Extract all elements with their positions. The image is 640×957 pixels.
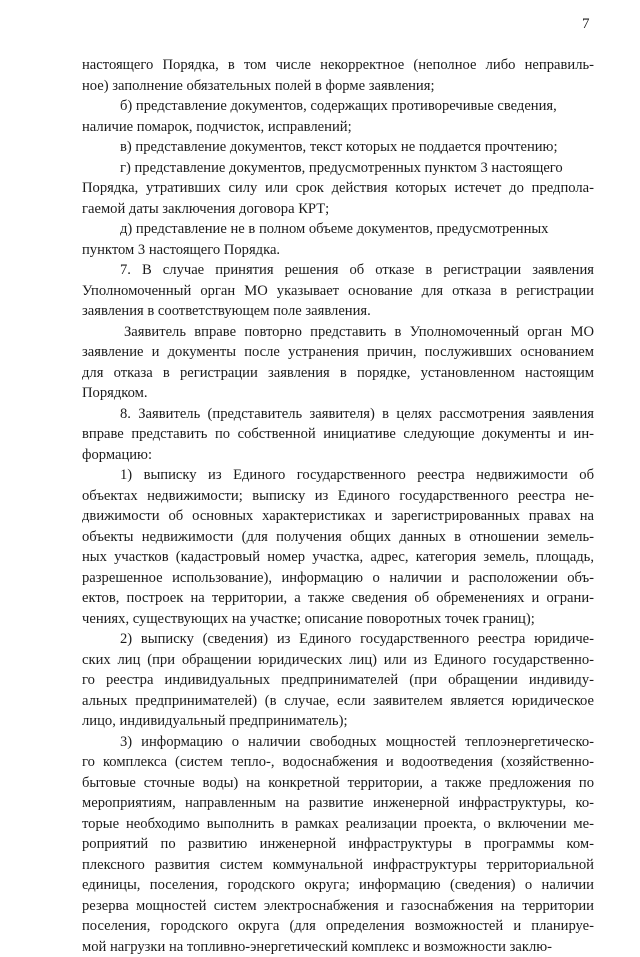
page-number: 7	[582, 16, 590, 33]
paragraph	[82, 137, 594, 158]
text-line: объектах недвижимости; выписку из Единого государственного реестра не-	[82, 486, 594, 507]
text-line: гаемой даты заключения договора КРТ;	[82, 199, 594, 220]
text-line: разрешенное использование), информацию о наличии и расположении объ-	[82, 568, 594, 589]
text-line: Порядком.	[82, 383, 594, 404]
text-line: мой нагрузки на топливно-энергетический комплекс и возможности заклю-	[82, 937, 594, 957]
text-line: 3) информацию о наличии свободных мощностей теплоэнергетическо-	[82, 732, 594, 753]
text-line: 2) выписку (сведения) из Единого государственного реестра юридиче-	[82, 629, 594, 650]
text-line: бытовые сточные воды) на конкретной территории, а также предложения по	[82, 773, 594, 794]
paragraph	[82, 96, 594, 117]
text-line: ных участков (кадастровый номер участка, адрес, категория земель, площадь,	[82, 547, 594, 568]
text-line: мероприятиям, направленным на развитие инженерной инфраструктуры, ко-	[82, 793, 594, 814]
text-line: го комплекса (систем тепло-, водоснабжения и водоотведения (хозяйственно-	[82, 752, 594, 773]
document-body	[82, 55, 594, 957]
text-line: 7. В случае принятия решения об отказе в регистрации заявления	[82, 260, 594, 281]
text-line: поселения, городского округа (для определения возможностей и планируе-	[82, 916, 594, 937]
paragraph	[82, 240, 594, 261]
text-line: единицы, поселения, городского округа; информацию (сведения) о наличии	[82, 875, 594, 896]
text-line: роприятий по развитию инженерной инфраструктуры в программы ком-	[82, 834, 594, 855]
text-line: резерва мощностей систем электроснабжения и газоснабжения на территории	[82, 896, 594, 917]
text-line: 1) выписку из Единого государственного реестра недвижимости об	[82, 465, 594, 486]
paragraph	[82, 117, 594, 138]
text-line: наличие помарок, подчисток, исправлений;	[82, 117, 594, 138]
paragraph	[82, 322, 594, 404]
text-line: д) представление не в полном объеме документов, предусмотренных	[82, 219, 594, 240]
text-line: 8. Заявитель (представитель заявителя) в целях рассмотрения заявления	[82, 404, 594, 425]
paragraph	[82, 55, 594, 96]
text-line: б) представление документов, содержащих противоречивые сведения,	[82, 96, 594, 117]
text-line: ектов, построек на территории, а также сведения об обременениях и ограни-	[82, 588, 594, 609]
text-line: объекты недвижимости (для получения общих данных в отношении земель-	[82, 527, 594, 548]
text-line: плексного развития систем коммунальной инфраструктуры территориальной	[82, 855, 594, 876]
text-line: формацию:	[82, 445, 594, 466]
paragraph	[82, 404, 594, 466]
text-line: для отказа в регистрации заявления в порядке, установленном настоящим	[82, 363, 594, 384]
text-line: заявления в соответствующем поле заявления.	[82, 301, 594, 322]
paragraph	[82, 260, 594, 322]
paragraph	[82, 465, 594, 629]
text-line: торые необходимо выполнить в рамках реализации проекта, о включении ме-	[82, 814, 594, 835]
paragraph	[82, 732, 594, 957]
text-line: заявление и документы после устранения причин, послуживших основанием	[82, 342, 594, 363]
text-line: пунктом 3 настоящего Порядка.	[82, 240, 594, 261]
text-line: движимости об основных характеристиках и зарегистрированных правах на	[82, 506, 594, 527]
text-line: ное) заполнение обязательных полей в форме заявления;	[82, 76, 594, 97]
text-line: вправе представить по собственной инициативе следующие документы и ин-	[82, 424, 594, 445]
paragraph	[82, 178, 594, 219]
text-line: го реестра индивидуальных предпринимателей (при обращении индивиду-	[82, 670, 594, 691]
text-line: альных предпринимателей) (в случае, если заявителем является юридическое	[82, 691, 594, 712]
text-line: г) представление документов, предусмотренных пунктом 3 настоящего	[82, 158, 594, 179]
paragraph	[82, 219, 594, 240]
text-line: настоящего Порядка, в том числе некорректное (неполное либо неправиль-	[82, 55, 594, 76]
paragraph	[82, 158, 594, 179]
text-line: Уполномоченный орган МО указывает основание для отказа в регистрации	[82, 281, 594, 302]
text-line: лицо, индивидуальный предприниматель);	[82, 711, 594, 732]
text-line: ских лиц (при обращении юридических лиц) или из Единого государственно-	[82, 650, 594, 671]
text-line: чениях, существующих на участке; описание поворотных точек границ);	[82, 609, 594, 630]
text-line: Заявитель вправе повторно представить в Уполномоченный орган МО	[82, 322, 594, 343]
text-line: Порядка, утративших силу или срок действия которых истечет до предпола-	[82, 178, 594, 199]
text-line: в) представление документов, текст которых не поддается прочтению;	[82, 137, 594, 158]
paragraph	[82, 629, 594, 732]
